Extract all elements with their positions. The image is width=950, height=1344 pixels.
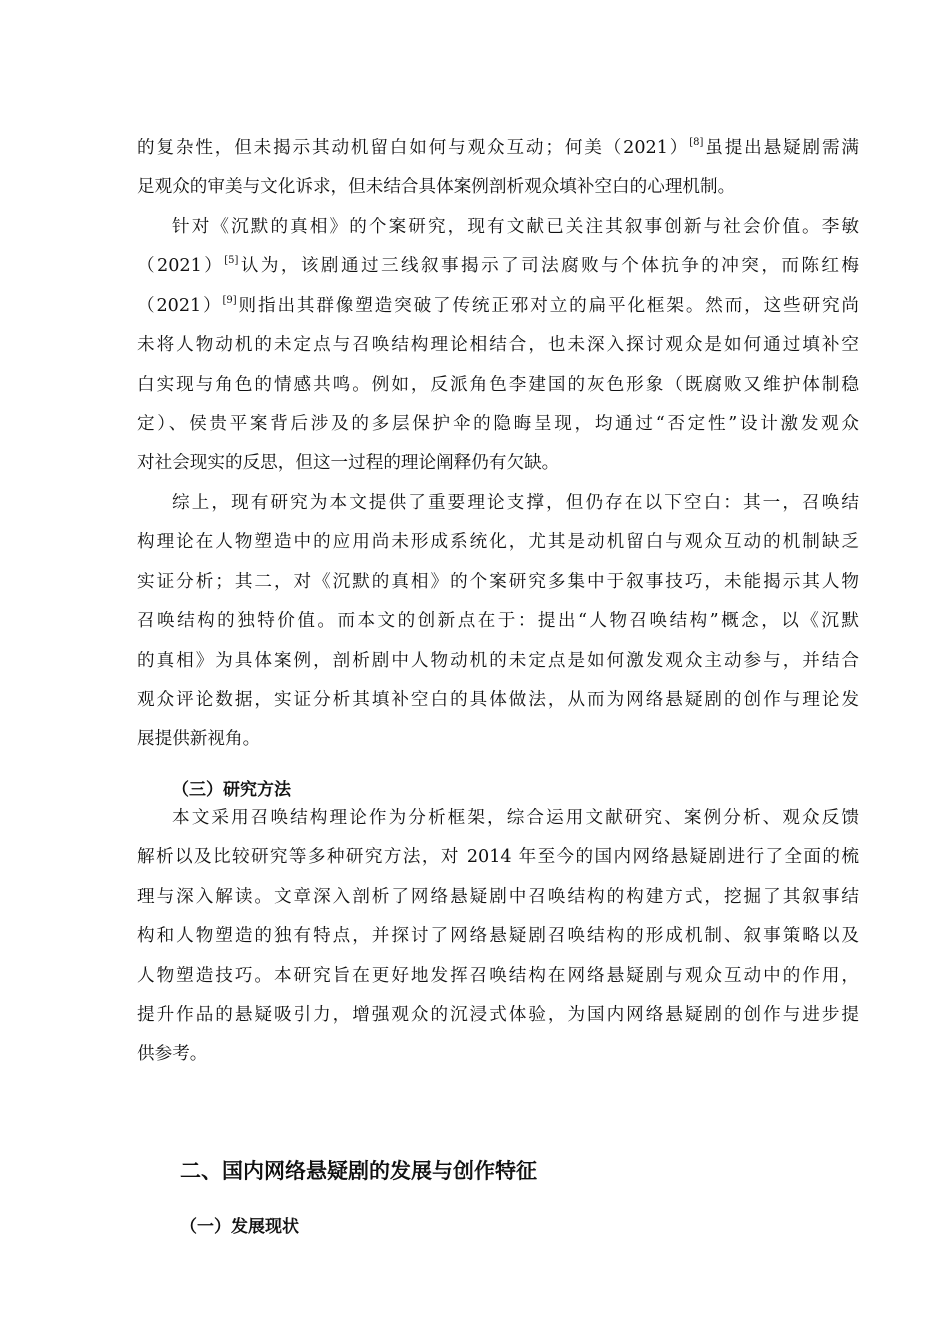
text-line: 的真相》为具体案例，剖析剧中人物动机的未定点是如何激发观众主动参与，并结合 — [137, 650, 859, 671]
text-run: 则指出其群像塑造突破了传统正邪对立的扁平化框架。然而，这些研究尚 — [236, 295, 859, 316]
text-line: 解析以及比较研究等多种研究方法，对 2014 年至今的国内网络悬疑剧进行了全面的梳 — [137, 847, 859, 868]
paragraph-summary — [137, 484, 859, 760]
text-line: 召唤结构的独特价值。而本文的创新点在于：提出“人物召唤结构”概念，以《沉默 — [137, 611, 859, 632]
text-line: 观众评论数据，实证分析其填补空白的具体做法，从而为网络悬疑剧的创作与理论发 — [137, 690, 859, 711]
paragraph-research-method — [137, 799, 859, 1075]
text-run: 认为，该剧通过三线叙事揭示了司法腐败与个体抗争的冲突，而陈红梅 — [238, 256, 859, 277]
text-line — [137, 247, 859, 286]
text-line: 定）、侯贵平案背后涉及的多层保护伞的隐晦呈现，均通过“否定性”设计激发观众 — [137, 414, 859, 435]
text-line: 供参考。 — [137, 1044, 208, 1065]
chapter-heading: 二、国内网络悬疑剧的发展与创作特征 — [180, 1159, 537, 1183]
text-line: 构理论在人物塑造中的应用尚未形成系统化，尤其是动机留白与观众互动的机制缺乏 — [137, 532, 859, 553]
text-line: 实证分析；其二，对《沉默的真相》的个案研究多集中于叙事技巧，未能揭示其人物 — [137, 571, 859, 592]
text-line: 对社会现实的反思，但这一过程的理论阐释仍有欠缺。 — [137, 453, 560, 474]
paragraph-literature-review-end — [137, 129, 859, 208]
text-run: （2021） — [137, 256, 225, 277]
text-run: 的复杂性，但未揭示其动机留白如何与观众互动；何美（2021） — [137, 138, 690, 158]
text-line: 人物塑造技巧。本研究旨在更好地发挥召唤结构在网络悬疑剧与观众互动中的作用， — [137, 965, 859, 986]
text-line — [137, 129, 859, 168]
text-line — [137, 287, 859, 326]
text-line: 足观众的审美与文化诉求，但未结合具体案例剖析观众填补空白的心理机制。 — [137, 177, 736, 198]
text-line: 针对《沉默的真相》的个案研究，现有文献已关注其叙事创新与社会价值。李敏 — [172, 217, 859, 237]
text-line: 理与深入解读。文章深入剖析了网络悬疑剧中召唤结构的构建方式，挖掘了其叙事结 — [137, 886, 859, 907]
text-line: 综上，现有研究为本文提供了重要理论支撑，但仍存在以下空白：其一，召唤结 — [172, 493, 859, 513]
citation-ref: [9] — [222, 294, 237, 306]
text-line: 构和人物塑造的独有特点，并探讨了网络悬疑剧召唤结构的形成机制、叙事策略以及 — [137, 926, 859, 947]
text-line: 提升作品的悬疑吸引力，增强观众的沉浸式体验，为国内网络悬疑剧的创作与进步提 — [137, 1005, 859, 1026]
text-line: 本文采用召唤结构理论作为分析框架，综合运用文献研究、案例分析、观众反馈 — [172, 808, 859, 828]
text-line: 展提供新视角。 — [137, 729, 261, 750]
section-heading-development-status: （一）发展现状 — [180, 1217, 299, 1237]
text-run: （2021） — [137, 295, 223, 316]
text-run: 虽提出悬疑剧需满 — [703, 138, 859, 158]
text-line: 未将人物动机的未定点与召唤结构理论相结合，也未深入探讨观众是如何通过填补空 — [137, 335, 859, 356]
paragraph-case-study — [137, 208, 859, 484]
citation-ref: [8] — [689, 137, 704, 148]
section-heading-research-method: （三）研究方法 — [172, 780, 291, 800]
text-line: 白实现与角色的情感共鸣。例如，反派角色李建国的灰色形象（既腐败又维护体制稳 — [137, 374, 859, 395]
citation-ref: [5] — [224, 255, 239, 267]
